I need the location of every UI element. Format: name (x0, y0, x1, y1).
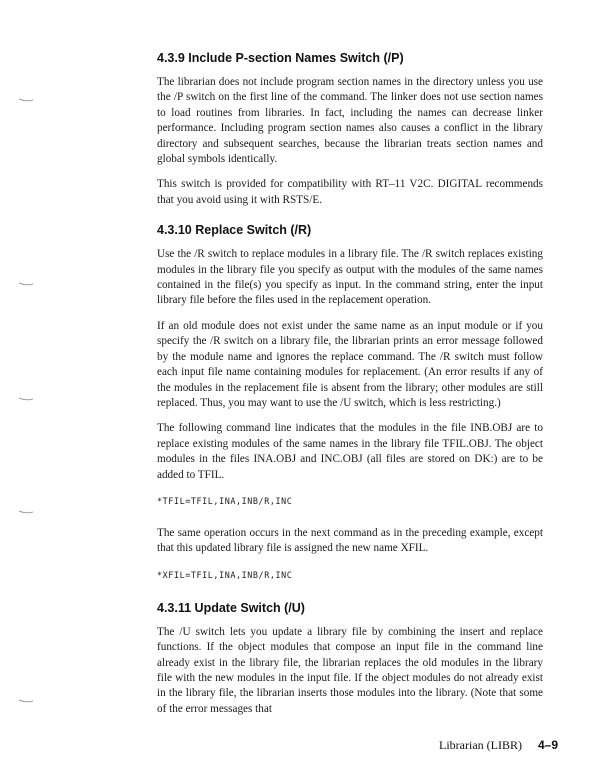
command-example: *TFIL=TFIL,INA,INB/R,INC (157, 495, 293, 506)
margin-mark (18, 509, 34, 515)
margin-mark (18, 97, 34, 103)
page-body (157, 50, 543, 727)
margin-mark (18, 698, 34, 704)
chapter-title: Librarian (LIBR) (439, 738, 522, 752)
section-heading-update: 4.3.11 Update Switch (/U) (157, 600, 305, 615)
command-example: *XFIL=TFIL,INA,INB/R,INC (157, 569, 293, 580)
paragraph: If an old module does not exist under the same name as an input module or if you specify the /R switch on a library file, the librarian prints an error message followed by the module name and ignores the replace command. The /R switch must follow each input file name containing modules for replacement. (An error results if any of the modules in the replacement file is absent from the library; other modules are still replaced. Thus, you may want to use the /U switch, which is less restricting.) (157, 319, 543, 409)
paragraph: This switch is provided for compatibility with RT–11 V2C. DIGITAL recommends that you avoid using it with RSTS/E. (157, 178, 543, 206)
margin-mark (18, 281, 34, 287)
paragraph: Use the /R switch to replace modules in a library file. The /R switch replaces existing modules in the library file you specify as output with the modules of the same names contained in the file(s) you specify as input. In the command string, enter the input library file before the files used in the replacement operation. (157, 248, 543, 307)
paragraph: The /U switch lets you update a library file by combining the insert and replace functions. If the object modules that compose an input file in the command line already exist in the library file, the librarian replaces the old modules in the library file with the new modules in the input file. If the object modules do not already exist in the library file, the librarian inserts those modules into the library. (Note that some of the error messages that (157, 625, 543, 715)
margin-mark (18, 396, 34, 402)
paragraph: The same operation occurs in the next command as in the preceding example, except that this updated library file is assigned the new name XFIL. (157, 526, 543, 555)
section-heading-include-psect: 4.3.9 Include P-section Names Switch (/P) (157, 51, 404, 65)
paragraph: The librarian does not include program section names in the directory unless you use the /P switch on the first line of the command. The linker does not use section names to load routines from libraries. In fact, including the names can decrease linker performance. Including program section names also causes a conflict in the library directory and subsequent searches, because the librarian treats section names and global symbols identically. (157, 76, 543, 166)
page-footer (439, 738, 558, 753)
page-number: 4–9 (537, 738, 558, 752)
section-heading-replace: 4.3.10 Replace Switch (/R) (157, 223, 312, 238)
paragraph: The following command line indicates that the modules in the file INB.OBJ are to replace existing modules of the same names in the library file TFIL.OBJ. The object modules in the files INA.OBJ and INC.OBJ (all files are stored on DK:) are to be added to TFIL. (157, 422, 543, 481)
